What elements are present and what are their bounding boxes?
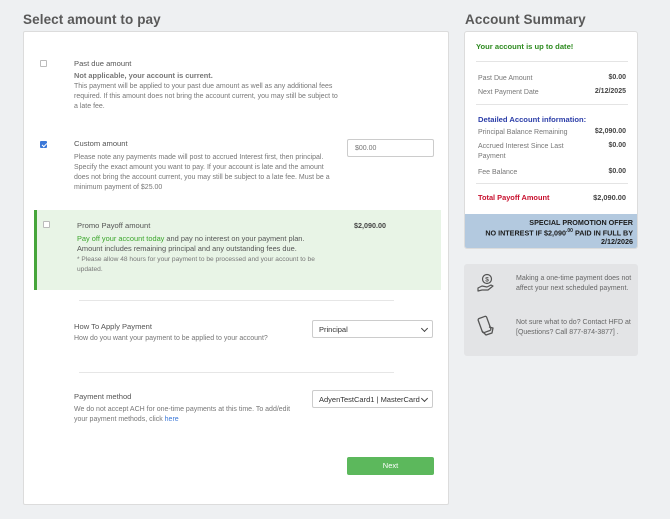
- detail-row-label: Principal Balance Remaining: [478, 129, 568, 136]
- apply-payment-selected: Principal: [319, 325, 348, 334]
- amount-card: [23, 31, 449, 505]
- summary-row-value: 2/12/2025: [594, 88, 626, 95]
- custom-amount-description: Please note any payments made will post to accrued Interest first, then principal. Specify the exact amount you want to pay. If your account is late and the amount does not bring the account current, you may still be subject to a late fee. Must be a minimum payment of $25.00: [74, 154, 330, 191]
- payment-method-desc-text: We do not accept ACH for one-time payments at this time. To add/edit your payment methods, click: [74, 406, 291, 423]
- promo-payoff-note: * Please allow 48 hours for your payment to be processed and your account to be updated.: [77, 256, 315, 273]
- promo-payoff-line1: [77, 234, 339, 245]
- promotion-line2: [465, 227, 633, 237]
- payment-method-select[interactable]: [312, 390, 433, 408]
- detail-row-value: $0.00: [608, 142, 626, 149]
- summary-row-label: Next Payment Date: [478, 89, 539, 96]
- apply-payment-title: How To Apply Payment: [74, 322, 152, 331]
- promo-payoff-panel: [34, 210, 441, 290]
- summary-row-next-payment: [478, 88, 626, 98]
- summary-row-past-due: [478, 74, 626, 84]
- custom-amount-checkbox[interactable]: [40, 141, 47, 148]
- divider: [79, 372, 394, 373]
- promotion-line1: SPECIAL PROMOTION OFFER: [529, 218, 633, 227]
- promotion-line3: 2/12/2026: [601, 237, 633, 247]
- promo-payoff-checkbox[interactable]: [43, 221, 50, 228]
- detailed-info-heading: Detailed Account information:: [478, 115, 587, 124]
- promo-line1-rest: and pay no interest on your payment plan.: [164, 234, 305, 243]
- apply-payment-description: How do you want your payment to be applied to your account?: [74, 335, 268, 342]
- total-payoff-label: Total Payoff Amount: [478, 193, 550, 202]
- custom-amount-title: Custom amount: [74, 139, 128, 148]
- divider: [476, 104, 628, 105]
- payment-method-selected: AdyenTestCard1 | MasterCard: [319, 395, 420, 404]
- next-button[interactable]: Next: [347, 457, 434, 475]
- summary-row-value: $0.00: [608, 74, 626, 81]
- past-due-checkbox[interactable]: [40, 60, 47, 67]
- payment-method-description: [74, 405, 302, 425]
- total-payoff-row: [478, 193, 626, 202]
- past-due-title: Past due amount: [74, 59, 132, 68]
- divider: [476, 61, 628, 62]
- hand-money-icon: [476, 273, 496, 293]
- apply-payment-select[interactable]: [312, 320, 433, 338]
- promotion-cents: .00: [566, 228, 573, 234]
- promo-payoff-title: Promo Payoff amount: [77, 221, 151, 230]
- promo-highlight: Pay off your account today: [77, 234, 165, 243]
- detail-row-label: Accrued Interest Since Last Payment: [478, 143, 564, 160]
- detail-row-principal: [478, 128, 626, 138]
- account-status: Your account is up to date!: [476, 42, 574, 51]
- promotion-line2-text: NO INTEREST IF $2,090: [485, 228, 567, 238]
- promotion-banner: [465, 214, 638, 249]
- divider: [476, 183, 628, 184]
- payment-method-title: Payment method: [74, 392, 132, 401]
- past-due-status: Not applicable, your account is current.: [74, 71, 213, 80]
- one-time-payment-note: Making a one-time payment does not affect your next scheduled payment.: [516, 275, 632, 292]
- phone-help-icon: [477, 315, 495, 337]
- detail-row-value: $0.00: [608, 168, 626, 175]
- svg-text:$: $: [485, 276, 489, 284]
- info-box: [464, 264, 638, 356]
- contact-help-note: Not sure what to do? Contact HFD at [Questions? Call 877-874-3877] .: [516, 319, 631, 336]
- past-due-description: This payment will be applied to your past due amount as well as any additional fees required. If this amount does not bring the account current, you may still be subject to a late fee.: [74, 83, 338, 110]
- detail-row-value: $2,090.00: [594, 128, 626, 135]
- edit-payment-methods-link[interactable]: here: [164, 416, 179, 423]
- select-amount-heading: Select amount to pay: [23, 12, 161, 27]
- promotion-line2-end: PAID IN FULL BY: [572, 228, 633, 238]
- promo-payoff-amount: $2,090.00: [354, 221, 386, 230]
- detail-row-label: Fee Balance: [478, 169, 518, 176]
- detail-row-fee: [478, 168, 626, 178]
- account-summary-card: [464, 31, 638, 249]
- promo-payoff-line2: Amount includes remaining principal and any outstanding fees due.: [77, 244, 297, 253]
- total-payoff-value: $2,090.00: [593, 193, 626, 202]
- detail-row-interest: [478, 142, 626, 162]
- divider: [79, 300, 394, 301]
- custom-amount-input[interactable]: [347, 139, 434, 157]
- summary-row-label: Past Due Amount: [478, 75, 533, 82]
- account-summary-heading: Account Summary: [465, 12, 586, 27]
